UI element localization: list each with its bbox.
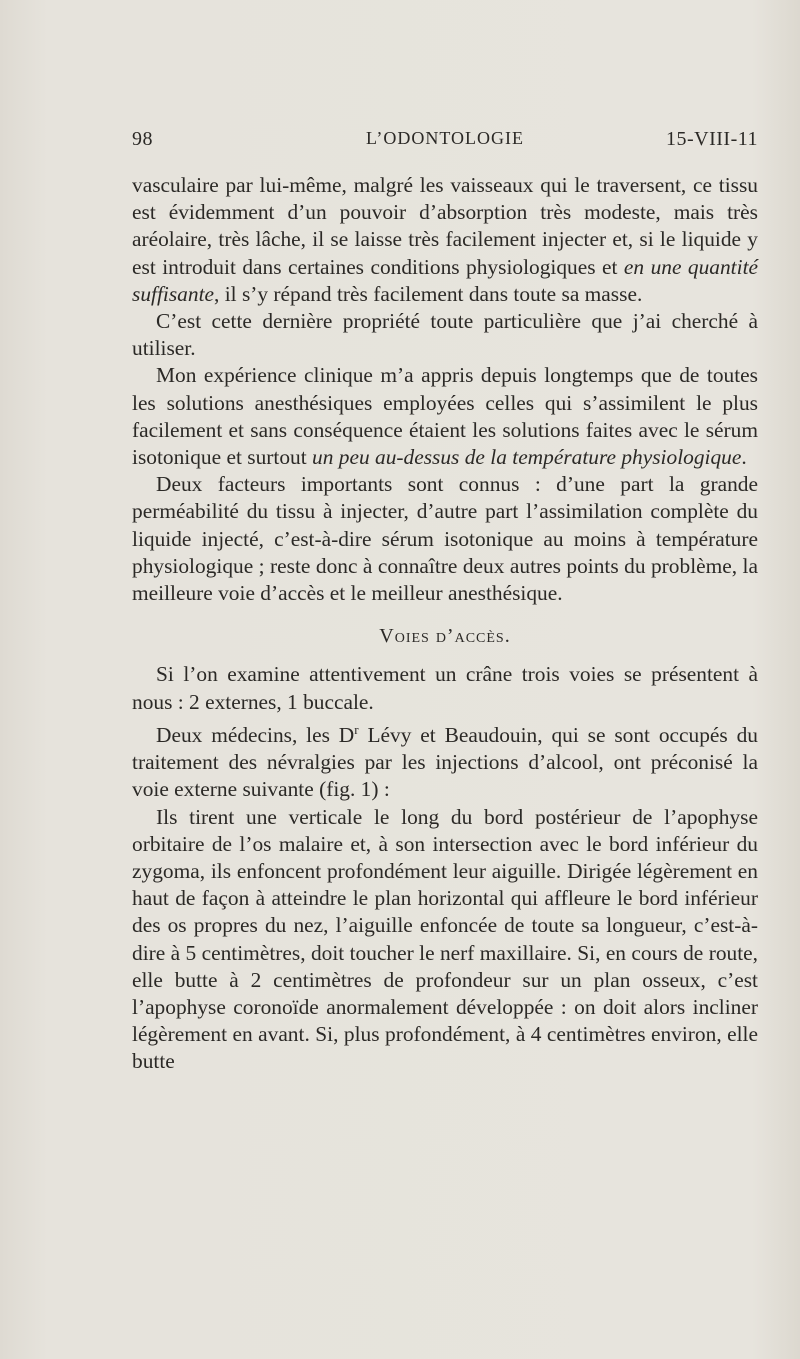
page-body bbox=[132, 172, 758, 1076]
paragraph-1 bbox=[132, 172, 758, 308]
paragraph-2: C’est cette dernière propriété toute particulière que j’ai cherché à utiliser. bbox=[132, 309, 758, 361]
paragraph-6-superscript: r bbox=[354, 721, 359, 737]
paragraph-4: Deux facteurs importants sont connus : d’une part la grande perméabilité du tissu à injecter, d’autre part l’assimilation complète du liquide injecté, c’est-à-dire sérum isotonique au moins à température physiologique ; reste donc à connaître deux autres points du problème, la meilleure voie d’accès et le meilleur anesthésique. bbox=[132, 472, 758, 606]
running-header bbox=[132, 128, 758, 158]
paragraph-3-text-b: . bbox=[741, 445, 747, 470]
paragraph-6-text-a: Deux médecins, les D bbox=[156, 722, 355, 747]
issue-date: 15-VIII-11 bbox=[665, 128, 758, 150]
paragraph-3-emphasis: un peu au-dessus de la température physiologique bbox=[312, 445, 742, 470]
paragraph-5: Si l’on examine attentivement un crâne trois voies se présentent à nous : 2 externes, 1 buccale. bbox=[132, 662, 758, 714]
journal-title: L’ODONTOLOGIE bbox=[366, 128, 524, 148]
paragraph-6-text-b: Lévy et Beaudouin, qui se sont occupés du traitement des névralgies par les injections d’alcool, ont préconisé la voie externe suivante (fig. 1) : bbox=[132, 722, 758, 802]
paragraph-6 bbox=[132, 716, 758, 804]
section-heading: Voies d’accès. bbox=[379, 625, 511, 648]
paragraph-1-text-a: vasculaire par lui-même, malgré les vaisseaux qui le traversent, ce tissu est évidemment d’un pouvoir d’absorption très modeste, mais très aréolaire, très lâche, il se laisse très facilement injecter et, si le liquide y est introduit dans certaines conditions physiologiques et bbox=[132, 173, 758, 279]
paragraph-1-text-b: , il s’y répand très facilement dans toute sa masse. bbox=[214, 281, 643, 306]
paragraph-1-emphasis: en une quantité suffisante bbox=[132, 254, 759, 306]
paragraph-3-text-a: Mon expérience clinique m’a appris depuis longtemps que de toutes les solutions anesthésiques employées celles qui s’assimilent le plus facilement et sans conséquence étaient les solutions faites avec le sérum isotonique et surtout bbox=[132, 363, 758, 470]
paragraph-3 bbox=[132, 362, 758, 471]
page-number: 98 bbox=[132, 128, 153, 150]
paragraph-7: Ils tirent une verticale le long du bord postérieur de l’apophyse orbitaire de l’os malaire et, à son intersection avec le bord inférieur du zygoma, ils enfoncent profondément leur aiguille. Dirigée légèrement en haut de façon à atteindre le plan horizontal qui affleure le bord inférieur des os propres du nez, l’aiguille enfoncée de toute sa longueur, c’est-à-dire à 5 centimètres, doit toucher le nerf maxillaire. Si, en cours de route, elle butte à 2 centimètres de profondeur sur un plan osseux, c’est l’apophyse coronoïde anormalement développée : on doit alors incliner légèrement en avant. Si, plus profondément, à 4 centimètres environ, elle butte bbox=[132, 804, 758, 1074]
